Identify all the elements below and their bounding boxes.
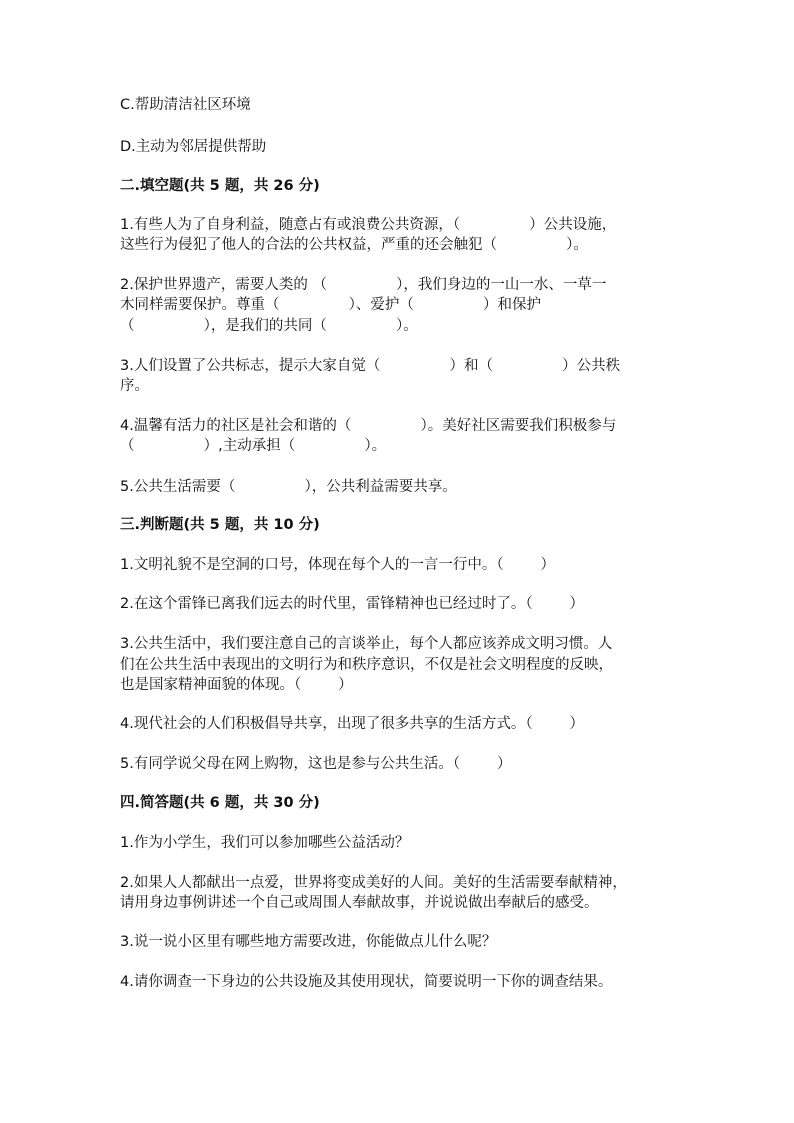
sa-q4: 4.请你调查一下身边的公共设施及其使用现状，简要说明一下你的调查结果。: [120, 974, 613, 990]
section-heading-true-false: 三.判断题(共 5 题，共 10 分): [120, 517, 320, 533]
sa-q3: 3.说一说小区里有哪些地方需要改进，你能做点儿什么呢？: [120, 934, 497, 950]
section-heading-fill-blank: 二.填空题(共 5 题，共 26 分): [120, 178, 320, 194]
fill-q5-line1: 5.公共生活需要（ ），公共利益需要共享。: [120, 479, 457, 495]
sa-q2-line2: 请用身边事例讲述一个自己或周围人奉献故事，并说说做出奉献后的感受。: [120, 895, 599, 911]
fill-q3-line1: 3.人们设置了公共标志，提示大家自觉（ ）和（ ）公共秩: [120, 358, 621, 374]
tf-q4: 4.现代社会的人们积极倡导共享，出现了很多共享的生活方式。（ ）: [120, 716, 584, 732]
section-heading-short-answer: 四.简答题(共 6 题，共 30 分): [120, 795, 320, 811]
fill-q2-line2: 木同样需要保护。尊重（ ）、爱护（ ）和保护: [120, 297, 542, 313]
tf-q5: 5.有同学说父母在网上购物，这也是参与公共生活。（ ）: [120, 756, 512, 772]
fill-q4-line2: （ ）,主动承担（ ）。: [120, 438, 387, 454]
tf-q3-line2: 们在公共生活中表现出的文明行为和秩序意识，不仅是社会文明程度的反映，: [120, 657, 613, 673]
option-d: D.主动为邻居提供帮助: [120, 139, 267, 155]
option-c: C.帮助清洁社区环境: [120, 97, 251, 113]
fill-q2-line3: （ ），是我们的共同（ ）。: [120, 318, 418, 334]
tf-q2: 2.在这个雷锋已离我们远去的时代里，雷锋精神也已经过时了。（ ）: [120, 596, 584, 612]
tf-q3-line1: 3.公共生活中，我们要注意自己的言谈举止，每个人都应该养成文明习惯。人: [120, 636, 613, 652]
fill-q1-line1: 1.有些人为了自身利益，随意占有或浪费公共资源，（ ）公共设施，: [120, 217, 617, 233]
tf-q1: 1.文明礼貌不是空洞的口号，体现在每个人的一言一行中。（ ）: [120, 557, 555, 573]
fill-q1-line2: 这些行为侵犯了他人的合法的公共权益，严重的还会触犯（ ）。: [120, 237, 588, 253]
fill-q2-line1: 2.保护世界遗产，需要人类的 （ ），我们身边的一山一水、一草一: [120, 277, 607, 293]
sa-q2-line1: 2.如果人人都献出一点爱，世界将变成美好的人间。美好的生活需要奉献精神，: [120, 875, 627, 891]
tf-q3-line3: 也是国家精神面貌的体现。（ ）: [120, 677, 353, 693]
fill-q3-line2: 序。: [120, 378, 149, 394]
fill-q4-line1: 4.温馨有活力的社区是社会和谐的（ ）。美好社区需要我们积极参与: [120, 418, 617, 434]
sa-q1: 1.作为小学生，我们可以参加哪些公益活动？: [120, 835, 410, 851]
